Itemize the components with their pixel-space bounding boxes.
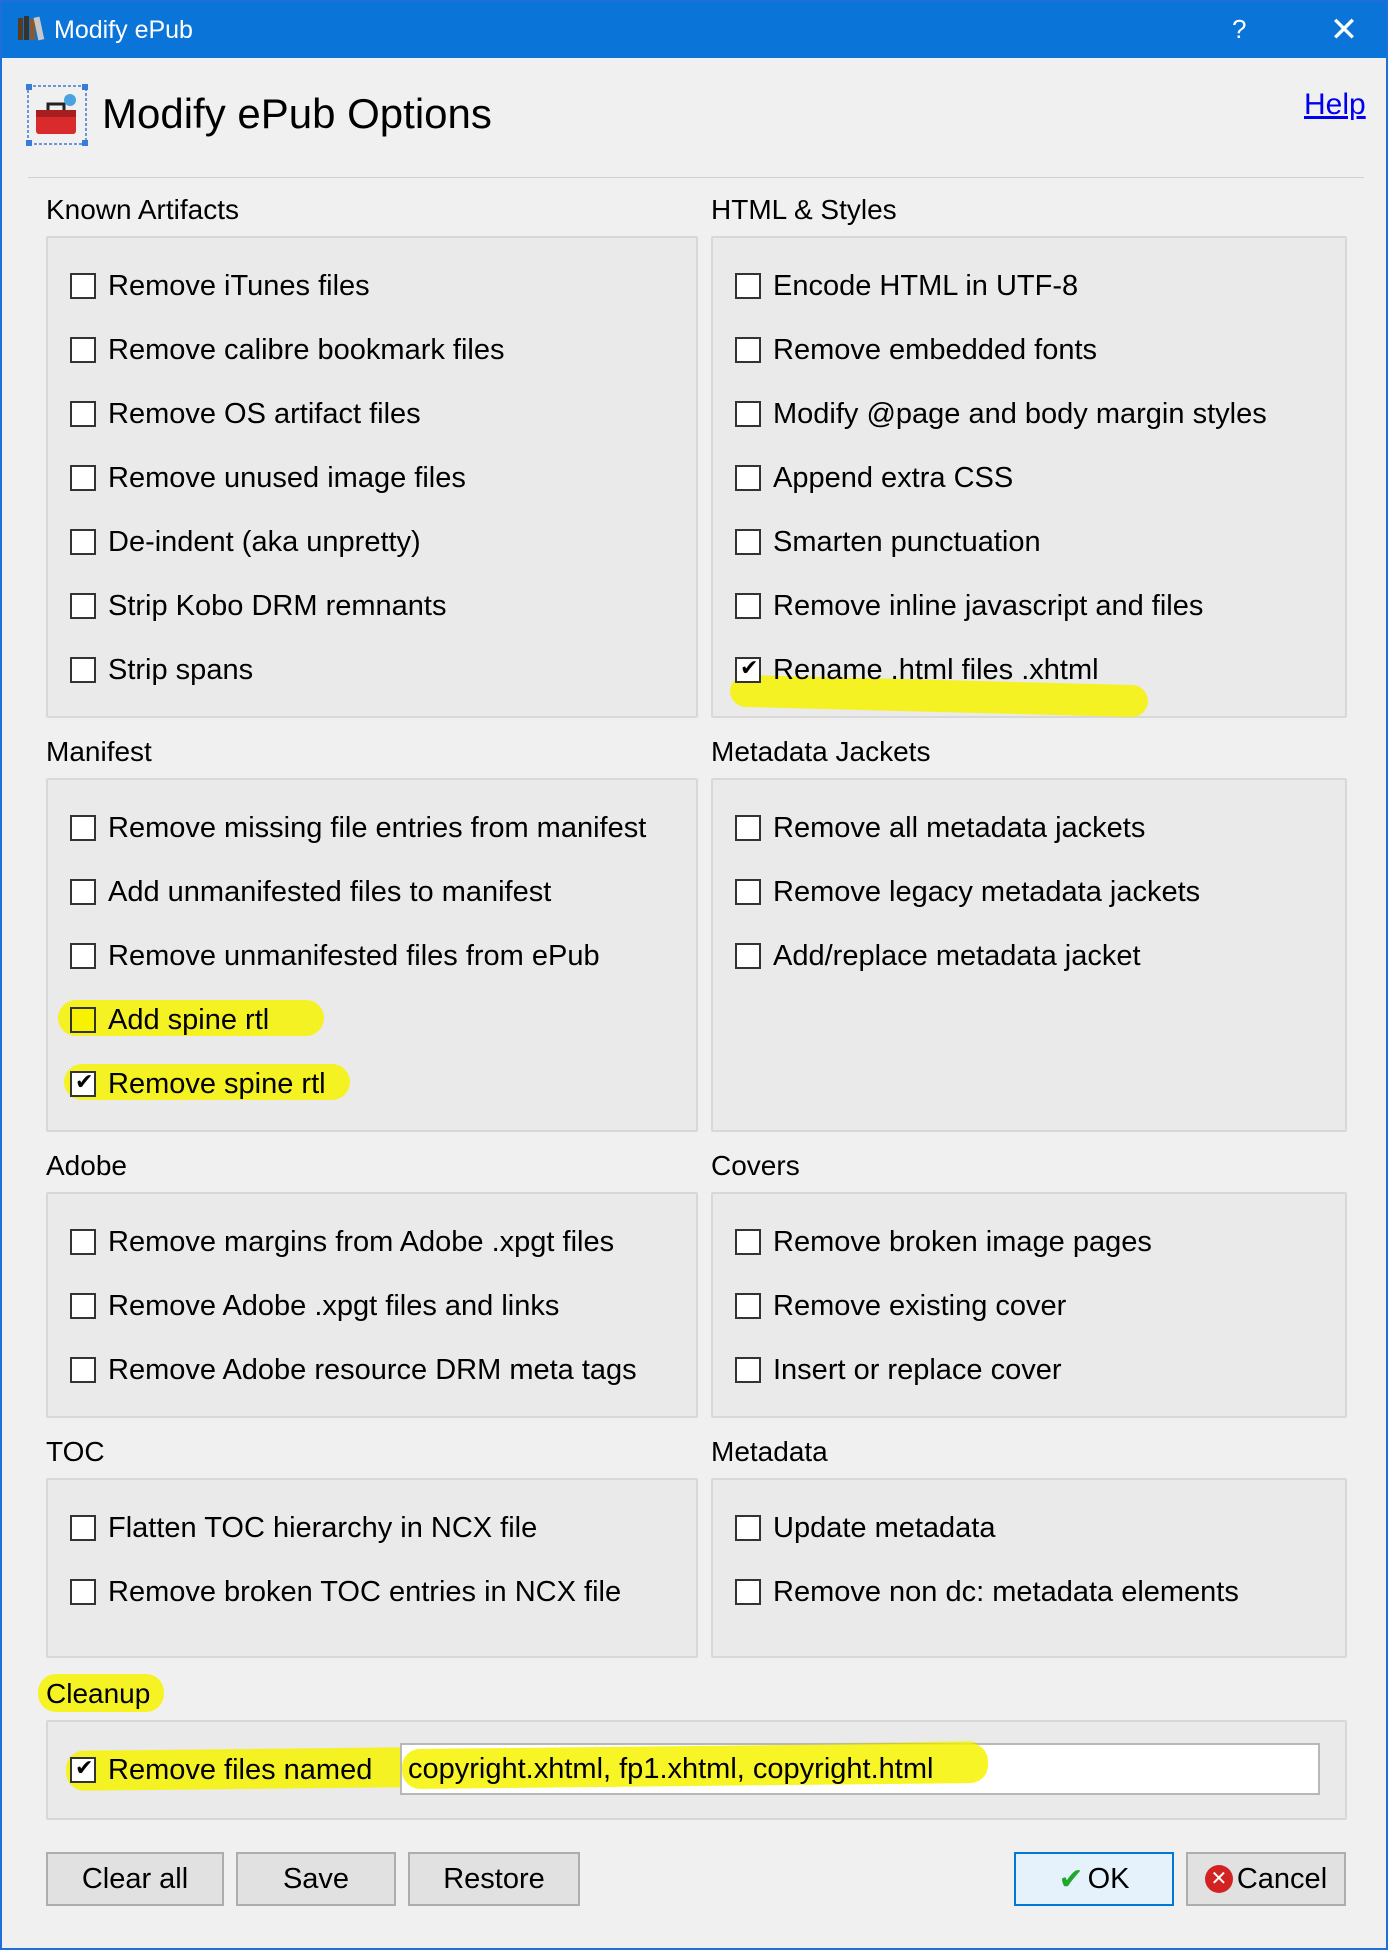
remove-javascript-checkbox[interactable]	[735, 593, 761, 619]
add-spine-rtl-checkbox[interactable]	[70, 1007, 96, 1033]
group-title-covers: Covers	[711, 1150, 800, 1181]
cancel-button[interactable]	[1186, 1852, 1346, 1906]
ok-button[interactable]	[1014, 1852, 1174, 1906]
save-button[interactable]: Save	[236, 1852, 396, 1906]
remove-unused-images-checkbox[interactable]	[70, 465, 96, 491]
cancel-label: Cancel	[1236, 1862, 1328, 1895]
remove-broken-image-pages-checkbox[interactable]	[735, 1229, 761, 1255]
ok-label: OK	[1087, 1862, 1130, 1895]
insert-replace-cover-checkbox[interactable]	[735, 1357, 761, 1383]
remove-broken-toc-checkbox[interactable]	[70, 1579, 96, 1605]
remove-existing-cover-checkbox[interactable]	[735, 1293, 761, 1319]
modify-margins-checkbox[interactable]	[735, 401, 761, 427]
remove-calibre-bookmark-checkbox[interactable]	[70, 337, 96, 363]
strip-spans-checkbox[interactable]	[70, 657, 96, 683]
toolbox-icon	[26, 84, 88, 146]
remove-xpgt-files-checkbox[interactable]	[70, 1293, 96, 1319]
remove-files-named-checkbox[interactable]	[70, 1757, 96, 1783]
group-title-known-artifacts: Known Artifacts	[46, 194, 239, 225]
remove-xpgt-margins-checkbox[interactable]	[70, 1229, 96, 1255]
context-help-button[interactable]: ?	[1232, 14, 1247, 44]
restore-button[interactable]: Restore	[408, 1852, 580, 1906]
add-unmanifested-checkbox[interactable]	[70, 879, 96, 905]
remove-itunes-checkbox[interactable]	[70, 273, 96, 299]
calibre-books-icon	[16, 14, 46, 44]
group-title-manifest: Manifest	[46, 736, 152, 767]
de-indent-checkbox[interactable]	[70, 529, 96, 555]
close-button[interactable]: ✕	[1329, 11, 1359, 49]
add-replace-jacket-checkbox[interactable]	[735, 943, 761, 969]
remove-fonts-checkbox[interactable]	[735, 337, 761, 363]
flatten-toc-checkbox[interactable]	[70, 1515, 96, 1541]
window-title: Modify ePub	[54, 16, 193, 44]
remove-missing-entries-checkbox[interactable]	[70, 815, 96, 841]
group-title-toc: TOC	[46, 1436, 105, 1467]
toc-group	[46, 1478, 698, 1658]
rename-html-checkbox[interactable]	[735, 657, 761, 683]
group-title-cleanup: Cleanup	[46, 1678, 151, 1709]
header-divider	[28, 177, 1364, 178]
remove-files-value-text: copyright.xhtml, fp1.xhtml, copyright.html	[408, 1753, 934, 1785]
remove-non-dc-checkbox[interactable]	[735, 1579, 761, 1605]
clear-all-button[interactable]: Clear all	[46, 1852, 224, 1906]
strip-kobo-drm-checkbox[interactable]	[70, 593, 96, 619]
check-icon: ✔	[1058, 1862, 1084, 1896]
remove-spine-rtl-checkbox[interactable]	[70, 1071, 96, 1097]
group-title-html-styles: HTML & Styles	[711, 194, 897, 225]
help-link[interactable]: Help	[1304, 88, 1366, 121]
append-css-checkbox[interactable]	[735, 465, 761, 491]
smarten-punctuation-checkbox[interactable]	[735, 529, 761, 555]
remove-adobe-drm-checkbox[interactable]	[70, 1357, 96, 1383]
cancel-x-icon: ✕	[1205, 1865, 1233, 1893]
metadata-group	[711, 1478, 1347, 1658]
modify-epub-dialog: Modify ePub ? ✕ Modify ePub Options Help Known Artifacts HTML & Styles Manifest Metadata Jackets Adobe Covers TOC Metadata Remove iTunes files Remove calibre bookmark files Remove OS artifact files Remove unused image files De-indent (aka unpretty) Strip Kobo DRM remnants Strip spans Encode HTML in UTF-8 Remove embedded fonts Modify @page and body margin styles Append extra CSS Smarten punctuation Remove inline javascript and files ✔ Rename .html files .xhtml Remove missing file entries from manifest Add unmanifested files to manifest Remove unmanifested files from ePub Add spine rtl ✔ Remove spine rtl Remove all metadata jackets Remove legacy metadata jackets Add/replace metadata jacket Remove margins from Adobe .xpgt files Remove Adobe .xpgt files and links Remove Adobe resource DRM meta tags Remove broken image pages Remove existing cover Insert or replace cover Flatten TOC hierarchy in NCX file Remove broken TOC entries in NCX file Update metadata Remove non dc: metadata elements Cleanup ✔ Remove files named copyright.xhtml, fp1.xhtml, copyright.html Clear all Save Restore ✔ OK ✕ Cancel	[0, 0, 1388, 1950]
group-title-metadata: Metadata	[711, 1436, 828, 1467]
encode-utf8-checkbox[interactable]	[735, 273, 761, 299]
remove-unmanifested-checkbox[interactable]	[70, 943, 96, 969]
group-title-metadata-jackets: Metadata Jackets	[711, 736, 931, 767]
remove-legacy-jackets-checkbox[interactable]	[735, 879, 761, 905]
remove-all-jackets-checkbox[interactable]	[735, 815, 761, 841]
title-bar[interactable]	[2, 2, 1386, 58]
update-metadata-checkbox[interactable]	[735, 1515, 761, 1541]
remove-os-artifact-checkbox[interactable]	[70, 401, 96, 427]
group-title-adobe: Adobe	[46, 1150, 127, 1181]
page-title: Modify ePub Options	[102, 90, 492, 137]
